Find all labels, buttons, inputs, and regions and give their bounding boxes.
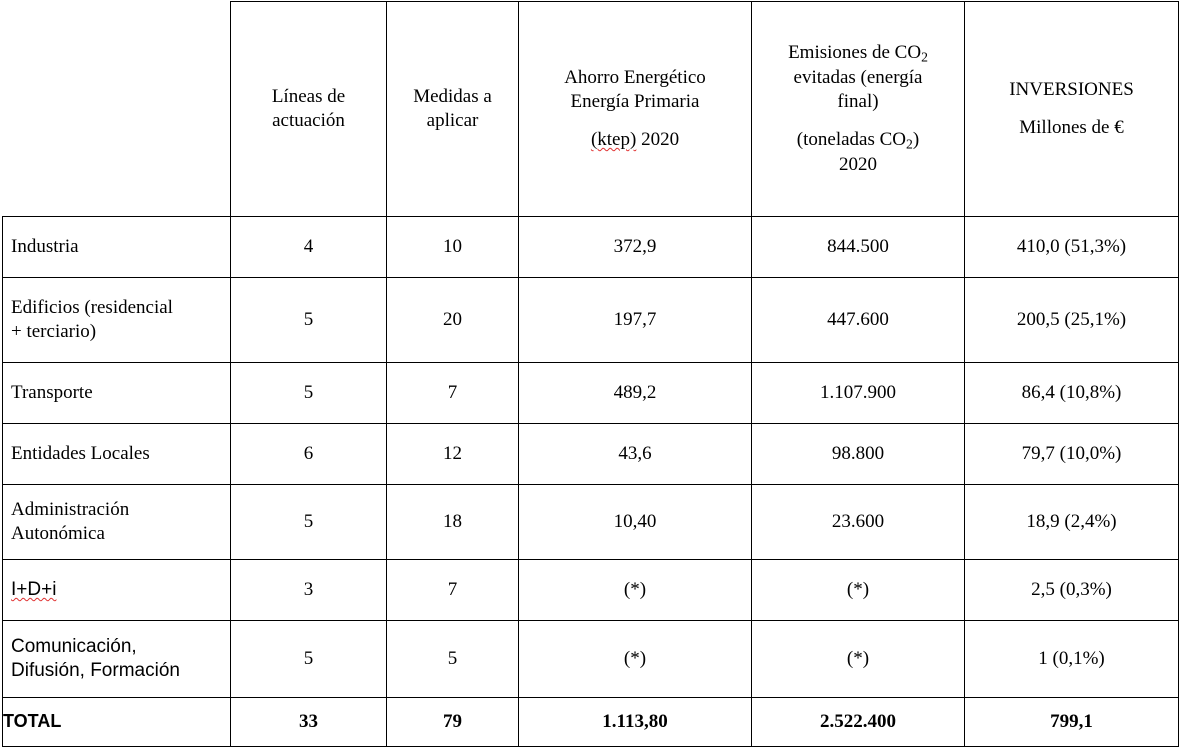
- header-cell-medidas: [387, 2, 519, 217]
- header-lineas-line1: Líneas de: [271, 85, 346, 107]
- header-ahorro-year: 2020: [636, 129, 680, 151]
- row-label-line1: Entidades Locales: [11, 442, 150, 464]
- header-medidas-line1: Medidas a: [413, 85, 492, 107]
- row-label-line1: Comunicación,: [11, 635, 137, 657]
- row-label: [3, 363, 231, 424]
- cell-medidas: 5: [387, 621, 519, 698]
- header-ahorro-line1: Ahorro Energético: [564, 66, 706, 88]
- cell-emisiones: 23.600: [752, 485, 965, 560]
- header-ahorro-line3: [527, 128, 743, 152]
- header-medidas-line2: aplicar: [426, 110, 479, 131]
- header-emisiones-spacer: [760, 114, 956, 128]
- row-label-line2: + terciario): [11, 321, 97, 342]
- row-label-line1: Industria: [11, 235, 79, 257]
- total-ahorro: 1.113,80: [519, 698, 752, 747]
- table-header-row: [3, 2, 1179, 217]
- header-cell-corner: [3, 2, 231, 217]
- header-cell-lineas: [231, 2, 387, 217]
- header-emisiones-line2: evitadas (energía: [793, 66, 923, 88]
- header-emisiones-line4: [760, 128, 956, 153]
- row-label-line2: Difusión, Formación: [11, 660, 180, 681]
- cell-inversiones: 79,7 (10,0%): [965, 424, 1179, 485]
- header-cell-inversiones: [965, 2, 1179, 217]
- row-label: [3, 560, 231, 621]
- row-label: [3, 424, 231, 485]
- cell-inversiones: 18,9 (2,4%): [965, 485, 1179, 560]
- header-emisiones-sub1: 2: [921, 49, 928, 65]
- cell-lineas: 3: [231, 560, 387, 621]
- cell-lineas: 4: [231, 217, 387, 278]
- cell-inversiones: 1 (0,1%): [965, 621, 1179, 698]
- total-inversiones: 799,1: [965, 698, 1179, 747]
- row-label-line1: Transporte: [11, 381, 93, 403]
- table-row: [3, 278, 1179, 363]
- header-emisiones-line1-text: Emisiones de CO: [788, 41, 922, 63]
- header-emisiones-line4-text: (toneladas CO: [796, 129, 907, 151]
- cell-emisiones: 1.107.900: [752, 363, 965, 424]
- total-lineas: 33: [231, 698, 387, 747]
- header-emisiones-line4-close: ): [912, 129, 920, 151]
- header-cell-ahorro: [519, 2, 752, 217]
- row-label-line2: Autonómica: [11, 523, 105, 544]
- total-emisiones: 2.522.400: [752, 698, 965, 747]
- header-ahorro-spacer: [527, 114, 743, 128]
- cell-emisiones: (*): [752, 621, 965, 698]
- row-label-line1: Administración: [11, 498, 130, 520]
- table-row: [3, 485, 1179, 560]
- cell-medidas: 7: [387, 560, 519, 621]
- header-emisiones-line3: final): [837, 90, 879, 112]
- cell-emisiones: 98.800: [752, 424, 965, 485]
- row-label: [3, 621, 231, 698]
- cell-lineas: 5: [231, 621, 387, 698]
- header-inversiones-spacer: [973, 102, 1170, 116]
- cell-emisiones: 447.600: [752, 278, 965, 363]
- row-label: [3, 278, 231, 363]
- cell-emisiones: (*): [752, 560, 965, 621]
- cell-inversiones: 200,5 (25,1%): [965, 278, 1179, 363]
- cell-medidas: 20: [387, 278, 519, 363]
- cell-ahorro: 489,2: [519, 363, 752, 424]
- cell-ahorro: (*): [519, 621, 752, 698]
- header-lineas-line2: actuación: [272, 110, 345, 131]
- table-row: [3, 560, 1179, 621]
- header-ahorro-unit: (ktep): [590, 129, 637, 151]
- cell-lineas: 5: [231, 278, 387, 363]
- cell-ahorro: 10,40: [519, 485, 752, 560]
- cell-ahorro: 372,9: [519, 217, 752, 278]
- table-row: [3, 363, 1179, 424]
- cell-inversiones: 2,5 (0,3%): [965, 560, 1179, 621]
- header-cell-emisiones: [752, 2, 965, 217]
- table-row: [3, 424, 1179, 485]
- header-emisiones-line5: 2020: [839, 154, 877, 176]
- table-row: [3, 217, 1179, 278]
- cell-lineas: 5: [231, 363, 387, 424]
- row-label: [3, 217, 231, 278]
- header-emisiones-sub2: 2: [906, 136, 913, 152]
- cell-emisiones: 844.500: [752, 217, 965, 278]
- cell-inversiones: 410,0 (51,3%): [965, 217, 1179, 278]
- header-emisiones-line1: [760, 41, 956, 66]
- cell-medidas: 7: [387, 363, 519, 424]
- cell-medidas: 18: [387, 485, 519, 560]
- cell-ahorro: (*): [519, 560, 752, 621]
- cell-lineas: 6: [231, 424, 387, 485]
- row-label-line1: I+D+i: [11, 578, 57, 600]
- table-row: [3, 621, 1179, 698]
- cell-medidas: 10: [387, 217, 519, 278]
- cell-medidas: 12: [387, 424, 519, 485]
- total-label: TOTAL: [3, 698, 231, 747]
- header-inversiones-line1: INVERSIONES: [1009, 78, 1134, 100]
- header-ahorro-line2: Energía Primaria: [570, 90, 700, 112]
- document-page: [0, 1, 1180, 732]
- row-label-line1: Edificios (residencial: [11, 296, 173, 318]
- summary-table: [2, 1, 1179, 747]
- cell-ahorro: 197,7: [519, 278, 752, 363]
- cell-lineas: 5: [231, 485, 387, 560]
- table-total-row: [3, 698, 1179, 747]
- header-inversiones-line2: Millones de €: [1019, 117, 1124, 138]
- total-medidas: 79: [387, 698, 519, 747]
- cell-ahorro: 43,6: [519, 424, 752, 485]
- cell-inversiones: 86,4 (10,8%): [965, 363, 1179, 424]
- row-label: [3, 485, 231, 560]
